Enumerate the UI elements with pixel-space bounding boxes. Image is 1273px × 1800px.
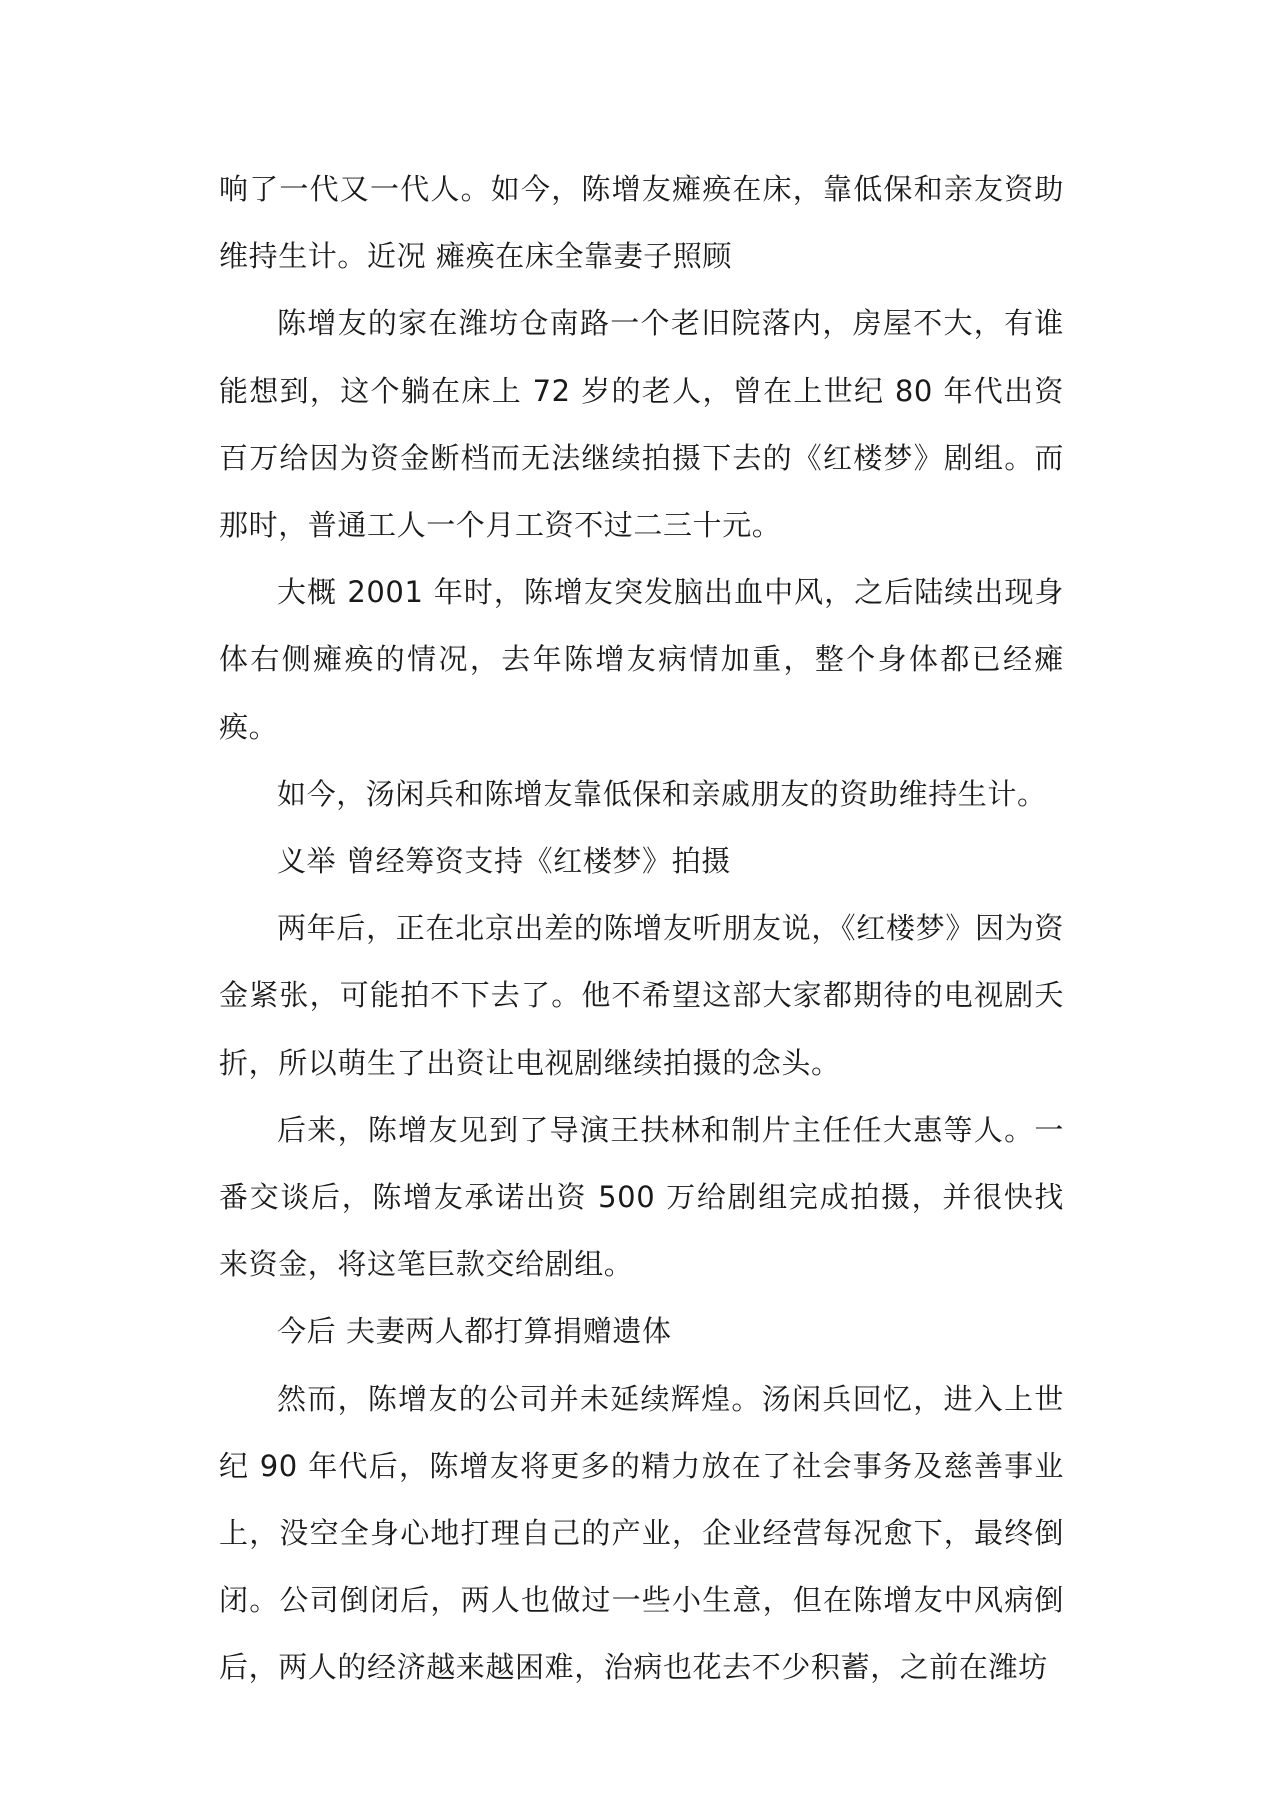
paragraph-illness: 大概 2001 年时，陈增友突发脑出血中风，之后陆续出现身体右侧瘫痪的情况，去年陈增友病情加重，整个身体都已经瘫痪。: [219, 575, 1064, 744]
section-heading-deed: 义举 曾经筹资支持《红楼梦》拍摄: [277, 844, 731, 879]
section-heading-future: 今后 夫妻两人都打算捐赠遗体: [277, 1314, 672, 1349]
paragraph-livelihood: 如今，汤闲兵和陈增友靠低保和亲戚朋友的资助维持生计。: [277, 776, 1047, 811]
paragraph-home-description: 陈增友的家在潍坊仓南路一个老旧院落内，房屋不大，有谁能想到，这个躺在床上 72 岁的老人，曾在上世纪 80 年代出资百万给因为资金断档而无法继续拍摄下去的《红楼梦》剧组。而那时，普通工人一个月工资不过二三十元。: [219, 306, 1064, 543]
article-body: [219, 156, 1064, 1702]
paragraph-company-decline: 然而，陈增友的公司并未延续辉煌。汤闲兵回忆，进入上世纪 90 年代后，陈增友将更多的精力放在了社会事务及慈善事业上，没空全身心地打理自己的产业，企业经营每况愈下，最终倒闭。公司倒闭后，两人也做过一些小生意，但在陈增友中风病倒后，两人的经济越来越困难，治病也花去不少积蓄，之前在潍坊: [219, 1381, 1064, 1685]
paragraph-funding-promise: 后来，陈增友见到了导演王扶林和制片主任任大惠等人。一番交谈后，陈增友承诺出资 500 万给剧组完成拍摄，并很快找来资金，将这笔巨款交给剧组。: [219, 1112, 1064, 1282]
paragraph-beijing-trip: 两年后，正在北京出差的陈增友听朋友说，《红楼梦》因为资金紧张，可能拍不下去了。他不希望这部大家都期待的电视剧夭折，所以萌生了出资让电视剧继续拍摄的念头。: [219, 911, 1064, 1080]
paragraph-continuation: 响了一代又一代人。如今，陈增友瘫痪在床，靠低保和亲友资助维持生计。近况 瘫痪在床全靠妻子照顾: [219, 172, 1064, 274]
